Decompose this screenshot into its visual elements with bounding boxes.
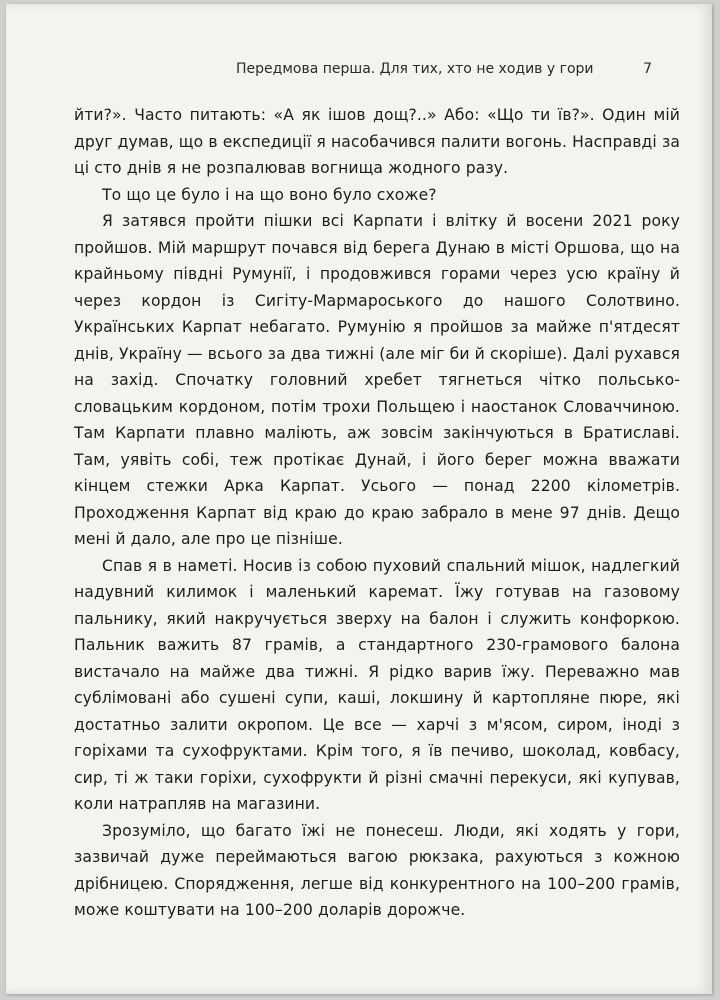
paragraph: Спав я в наметі. Носив із собою пуховий спальний мішок, надлегкий надувний килимок і маленький каремат. Їжу готував на газовому пальнику, який накручується зверху на балон і служить конфоркою. Пальник важить 87 грамів, а стандартного 230-грамового балона вистачало на майже два тижні. Я рідко варив їжу. Переважно мав сублімовані або сушені супи, каші, локшину й картопляне пюре, які достатньо залити окропом. Це все — харчі з м'ясом, сиром, іноді з горіхами та сухофруктами. Крім того, я їв печиво, шоколад, ковбасу, сир, ті ж таки горіхи, сухофрукти й різні смачні перекуси, які купував, коли натрапляв на магазини. <box>74 556 680 813</box>
paragraph: Зрозуміло, що багато їжі не понесеш. Люди, які ходять у гори, зазвичай дуже переймаються вагою рюкзака, рахуються з кожною дрібницею. Спорядження, легше від конкурентного на 100–200 грамів, може коштувати на 100–200 доларів дорожче. <box>74 821 680 919</box>
book-page <box>6 4 712 994</box>
paragraph: То що це було і на що воно було схоже? <box>102 185 437 204</box>
paragraph-continued: йти?». Часто питають: «А як ішов дощ?..» Або: «Що ти їв?». Один мій друг думав, що в експедиції я насобачився палити вогонь. Насправді за ці сто днів я не розпалював вогнища жодного разу. <box>74 106 680 177</box>
paragraph: Я затявся пройти пішки всі Карпати і влітку й восени 2021 року пройшов. Мій маршрут почався від берега Дунаю в місті Оршова, що на крайньому півдні Румунії, і продовжився горами через усю країну й через кордон із Сигіту-Мармароського до нашого Солотвино. Українських Карпат небагато. Румунію я пройшов за майже п'ятдесят днів, Україну — всього за два тижні (але міг би й скоріше). Далі рухався на захід. Спочатку головний хребет тягнеться чітко польсько-словацьким кордоном, потім трохи Польщею і наостанок Словаччиною. Там Карпати плавно маліють, аж зовсім закінчуються в Братиславі. Там, уявіть собі, теж протікає Дунай, і його берег можна вважати кінцем стежки Арка Карпат. Усього — понад 2200 кілометрів. Проходження Карпат від краю до краю забрало в мене 97 днів. Дещо мені й дало, але про це пізніше. <box>74 212 680 548</box>
body-text <box>74 102 680 924</box>
running-header <box>236 61 652 77</box>
running-title: Передмова перша. Для тих, хто не ходив у гори <box>236 61 594 77</box>
page-number: 7 <box>643 61 652 77</box>
